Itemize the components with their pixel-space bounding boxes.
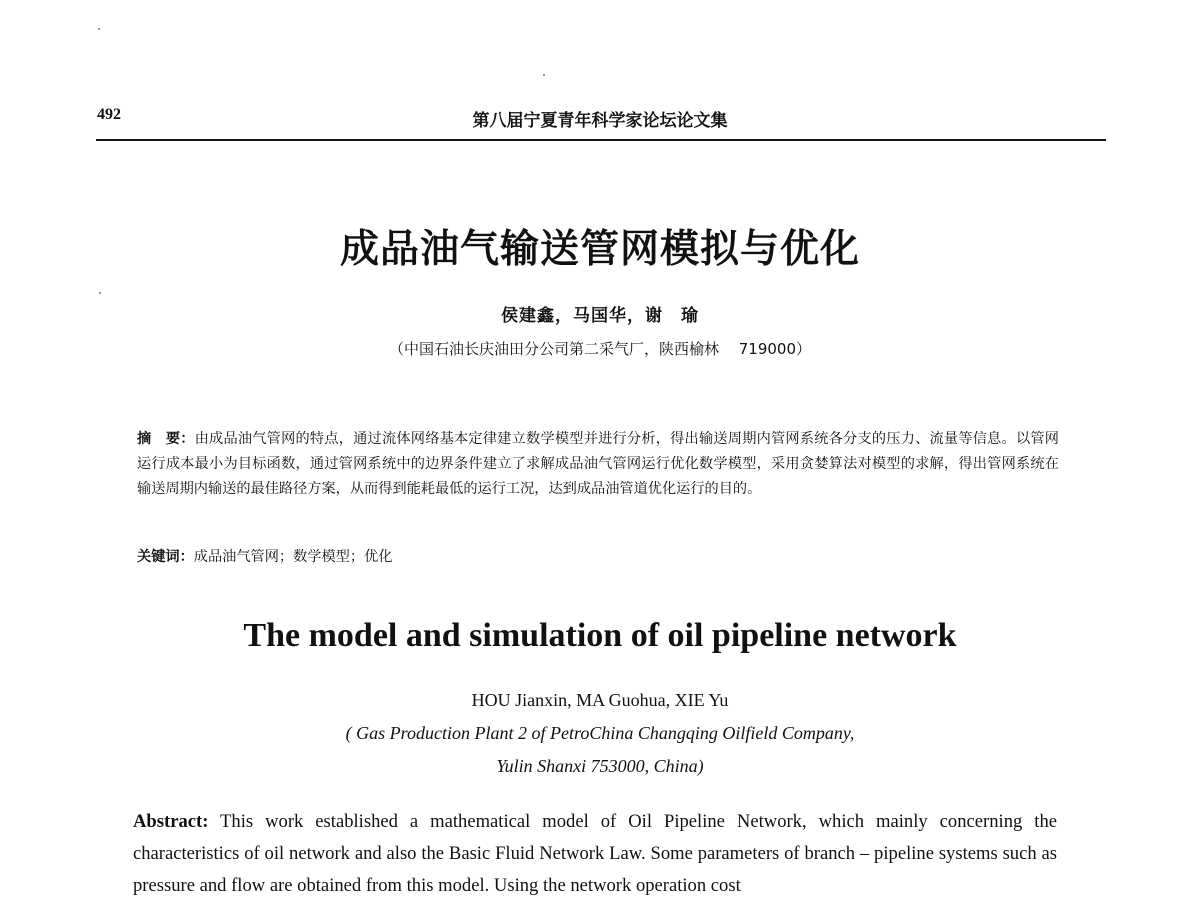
english-abstract-label: Abstract: (133, 811, 209, 832)
english-affiliation-line2: Yulin Shanxi 753000, China) (496, 756, 704, 776)
chinese-title: 成品油气输送管网模拟与优化 (339, 227, 860, 272)
chinese-abstract-text: 由成品油气管网的特点，通过流体网络基本定律建立数学模型并进行分析，得出输送周期内管网系统各分支的压力、流量等信息。以管网运行成本最小为目标函数，通过管网系统中的边界条件建立了求解成品油气管网运行优化数学模型，采用贪婪算法对模型的求解，得出管网系统在输送周期内输送的最佳路径方案，从而得到能耗最低的运行工况，达到成品油管道优化运行的目的。 (137, 431, 1059, 497)
english-title: The model and simulation of oil pipeline network (243, 617, 957, 654)
english-abstract (133, 806, 1057, 902)
chinese-keywords-text: 成品油气管网；数学模型；优化 (193, 549, 393, 565)
scan-speck (543, 74, 545, 76)
scan-speck (99, 292, 101, 294)
running-head: 第八届宁夏青年科学家论坛论文集 (472, 111, 728, 131)
chinese-abstract (137, 427, 1059, 502)
scan-speck (98, 28, 100, 30)
chinese-keywords-label: 关键词： (137, 549, 194, 565)
chinese-authors: 侯建鑫，马国华，谢 瑜 (501, 306, 699, 326)
english-abstract-text: This work established a mathematical model of Oil Pipeline Network, which mainly concerning the characteristics of oil network and also the Basic Fluid Network Law. Some parameters of branch – pipeline systems such as pressure and flow are obtained from this model. Using the network operation cost (133, 811, 1057, 896)
english-authors: HOU Jianxin, MA Guohua, XIE Yu (471, 690, 729, 710)
header-rule (96, 139, 1106, 141)
chinese-affiliation: （中国石油长庆油田分公司第二采气厂，陕西榆林 719000） (388, 340, 812, 358)
chinese-abstract-label: 摘 要： (137, 431, 195, 447)
page-number: 492 (97, 106, 121, 123)
chinese-keywords (137, 545, 1059, 570)
english-affiliation-line1: ( Gas Production Plant 2 of PetroChina Changqing Oilfield Company, (345, 723, 855, 743)
